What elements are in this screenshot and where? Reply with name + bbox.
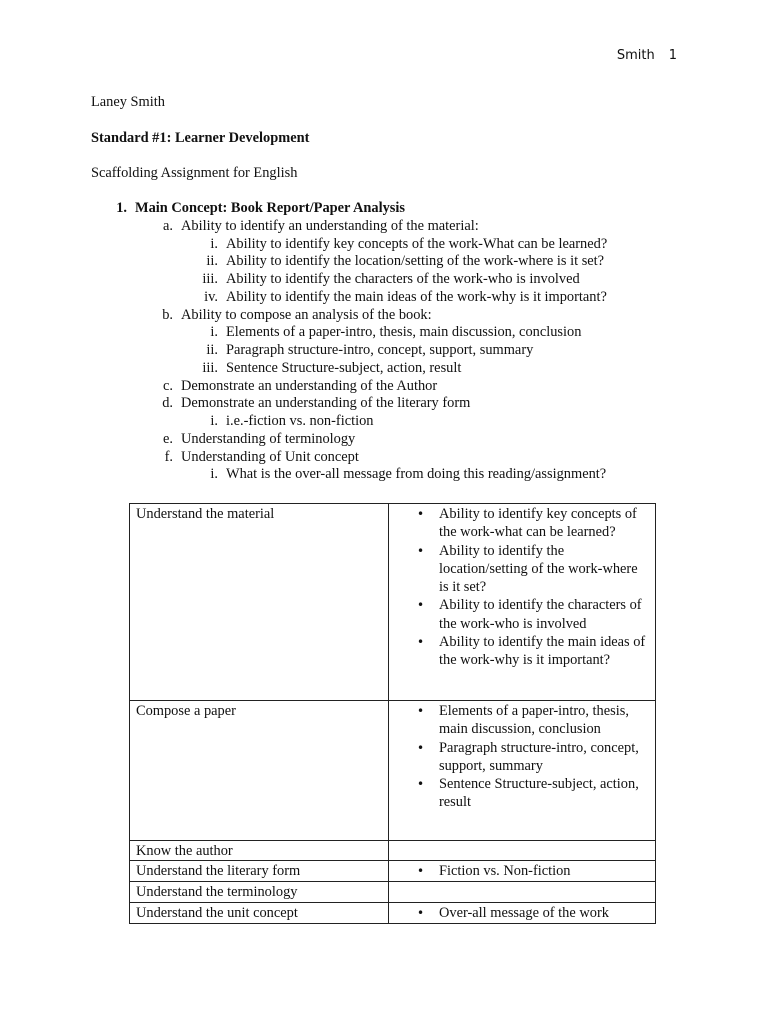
table-cell-label: Understand the material: [130, 504, 389, 701]
table-cell-label: Know the author: [130, 841, 389, 861]
outline-item: [163, 217, 479, 235]
outline-text: Understanding of terminology: [181, 430, 356, 447]
outline-item: [116, 199, 405, 217]
outline-item: [163, 377, 438, 395]
rubric-table: [129, 503, 656, 924]
outline-text: Main Concept: Book Report/Paper Analysis: [135, 200, 405, 216]
outline-item: [210, 235, 608, 253]
table-row: [130, 504, 656, 701]
outline-item: [210, 465, 607, 483]
outline-item: [206, 341, 534, 359]
outline-number: i.: [210, 235, 218, 252]
outline-text: Demonstrate an understanding of the literary form: [181, 395, 471, 412]
outline-number: b.: [162, 306, 173, 323]
outline-number: i.: [210, 466, 218, 483]
outline-item: [162, 394, 471, 412]
outline-text: Ability to identify the characters of the work-who is involved: [226, 271, 580, 287]
page-header: [617, 47, 677, 65]
assignment-title: Scaffolding Assignment for English: [91, 165, 298, 181]
outline-text: Demonstrate an understanding of the Author: [181, 377, 438, 394]
bullet-list: [395, 702, 649, 812]
outline-item: [206, 252, 605, 270]
bullet-item: • Ability to identify the main ideas of the work-why is it important?: [439, 633, 649, 670]
standard-heading: Standard #1: Learner Development: [91, 130, 310, 146]
table-cell-label: Understand the literary form: [130, 861, 389, 882]
table-row: [130, 701, 656, 841]
outline-item: [210, 412, 374, 430]
outline-number: iii.: [202, 359, 218, 376]
outline-text: Ability to identify the main ideas of the work-why is it important?: [226, 288, 607, 305]
outline-number: iii.: [202, 271, 218, 287]
outline-text: Ability to identify key concepts of the work-What can be learned?: [226, 235, 608, 252]
outline-number: ii.: [206, 253, 218, 270]
bullet-item: • Ability to identify the characters of the work-who is involved: [439, 596, 649, 633]
outline-number: 1.: [116, 200, 127, 216]
table-cell-label: Understand the terminology: [130, 882, 389, 902]
outline-item: [163, 430, 356, 448]
table-cell-details: [389, 902, 656, 923]
outline-number: iv.: [204, 288, 218, 305]
outline-item: [202, 270, 580, 288]
outline-number: i.: [210, 413, 218, 429]
table-row: [130, 882, 656, 902]
outline-number: f.: [164, 448, 173, 465]
table-cell-details: [389, 504, 656, 701]
outline-number: i.: [210, 324, 218, 341]
outline-text: Ability to identify the location/setting of the work-where is it set?: [226, 253, 605, 270]
outline-item: [204, 288, 607, 306]
bullet-list: [395, 862, 649, 880]
table-row: [130, 861, 656, 882]
table-cell-details: [389, 841, 656, 861]
bullet-item: • Paragraph structure-intro, concept, support, summary: [439, 739, 649, 776]
table-row: [130, 902, 656, 923]
outline-number: ii.: [206, 342, 218, 358]
outline-number: e.: [163, 430, 173, 447]
table-cell-details: [389, 701, 656, 841]
outline-text: Ability to compose an analysis of the book:: [181, 306, 432, 323]
outline-number: d.: [162, 395, 173, 412]
bullet-item: • Fiction vs. Non-fiction: [439, 862, 649, 880]
outline-text: Paragraph structure-intro, concept, support, summary: [226, 342, 534, 358]
table-row: [130, 841, 656, 861]
bullet-item: • Sentence Structure-subject, action, result: [439, 775, 649, 812]
bullet-list: [395, 904, 649, 922]
outline-text: Ability to identify an understanding of the material:: [181, 217, 479, 234]
bullet-item: • Ability to identify key concepts of the work-what can be learned?: [439, 505, 649, 542]
bullet-item: • Ability to identify the location/setting of the work-where is it set?: [439, 542, 649, 597]
bullet-item: • Elements of a paper-intro, thesis, main discussion, conclusion: [439, 702, 649, 739]
outline-item: [202, 359, 462, 377]
outline-text: Sentence Structure-subject, action, result: [226, 359, 462, 376]
bullet-list: [395, 505, 649, 670]
outline-number: c.: [163, 377, 173, 394]
outline-item: [210, 323, 582, 341]
table-cell-details: [389, 882, 656, 902]
outline-text: Elements of a paper-intro, thesis, main discussion, conclusion: [226, 324, 582, 341]
author-name: Laney Smith: [91, 94, 165, 110]
bullet-item: • Over-all message of the work: [439, 904, 649, 922]
outline-item: [164, 448, 359, 466]
outline-item: [162, 306, 432, 324]
page-number: 1: [668, 48, 677, 63]
table-cell-label: Understand the unit concept: [130, 902, 389, 923]
outline-text: What is the over-all message from doing this reading/assignment?: [226, 466, 607, 483]
outline-number: a.: [163, 217, 173, 234]
table-cell-label: Compose a paper: [130, 701, 389, 841]
outline-text: Understanding of Unit concept: [181, 448, 359, 465]
outline-text: i.e.-fiction vs. non-fiction: [226, 413, 374, 429]
table-cell-details: [389, 861, 656, 882]
header-name: Smith: [616, 48, 655, 63]
